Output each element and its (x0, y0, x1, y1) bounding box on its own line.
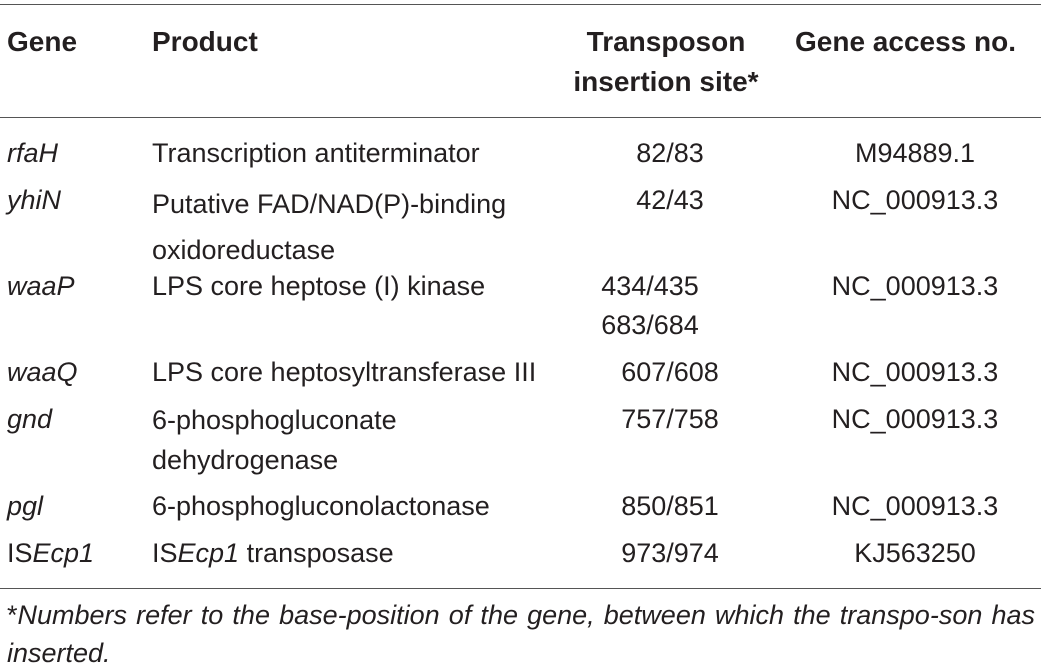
header-access-no: Gene access no. (795, 26, 1017, 57)
access-cell: NC_000913.3 (831, 185, 999, 215)
product-prefix: IS (152, 538, 178, 568)
site-cell: 82/83 (636, 138, 704, 168)
gene-prefix: IS (7, 538, 33, 568)
product-cell: Putative FAD/NAD(P)-binding oxidoreductase (152, 189, 507, 265)
site-cell: 607/608 (621, 357, 719, 387)
header-product: Product (152, 26, 258, 57)
gene-cell: waaQ (7, 357, 78, 387)
product-cell: 6-phosphogluconate dehydrogenase (152, 405, 397, 475)
access-cell: KJ563250 (854, 538, 976, 568)
gene-cell: pgl (7, 491, 44, 521)
access-cell: M94889.1 (854, 138, 976, 168)
footnote-text: Numbers refer to the base-position of the gene, between which the transpo-son has inserted. (7, 600, 1035, 668)
access-cell: NC_000913.3 (831, 491, 999, 521)
gene-cell: rfaH (7, 138, 59, 168)
product-cell: LPS core heptosyltransferase III (152, 357, 537, 387)
bottom-rule (0, 588, 1041, 589)
product-cell: Transcription antiterminator (152, 138, 480, 168)
gene-cell (7, 534, 94, 572)
product-cell: LPS core heptose (I) kinase (152, 271, 486, 301)
site-cell: 973/974 (621, 538, 719, 568)
product-italic: Ecp1 (177, 538, 240, 568)
access-cell: NC_000913.3 (831, 404, 999, 434)
top-rule (0, 4, 1041, 5)
table-footnote (7, 596, 1035, 672)
access-cell: NC_000913.3 (831, 357, 999, 387)
product-suffix: transposase (239, 538, 394, 568)
site-cell: 850/851 (621, 491, 719, 521)
gene-cell: gnd (7, 404, 53, 434)
header-gene: Gene (7, 26, 78, 57)
gene-italic: Ecp1 (32, 538, 95, 568)
gene-cell: yhiN (7, 185, 62, 215)
header-rule (0, 117, 1041, 118)
site-cell: 434/435 683/684 (601, 271, 699, 340)
site-cell: 42/43 (636, 185, 704, 215)
gene-cell: waaP (7, 271, 75, 301)
site-cell: 757/758 (621, 404, 719, 434)
access-cell: NC_000913.3 (831, 271, 999, 301)
footnote-marker: * (7, 600, 18, 630)
header-insertion-site: Transposon insertion site* (573, 26, 759, 97)
product-cell: 6-phosphogluconolactonase (152, 491, 490, 521)
product-cell (152, 534, 562, 572)
